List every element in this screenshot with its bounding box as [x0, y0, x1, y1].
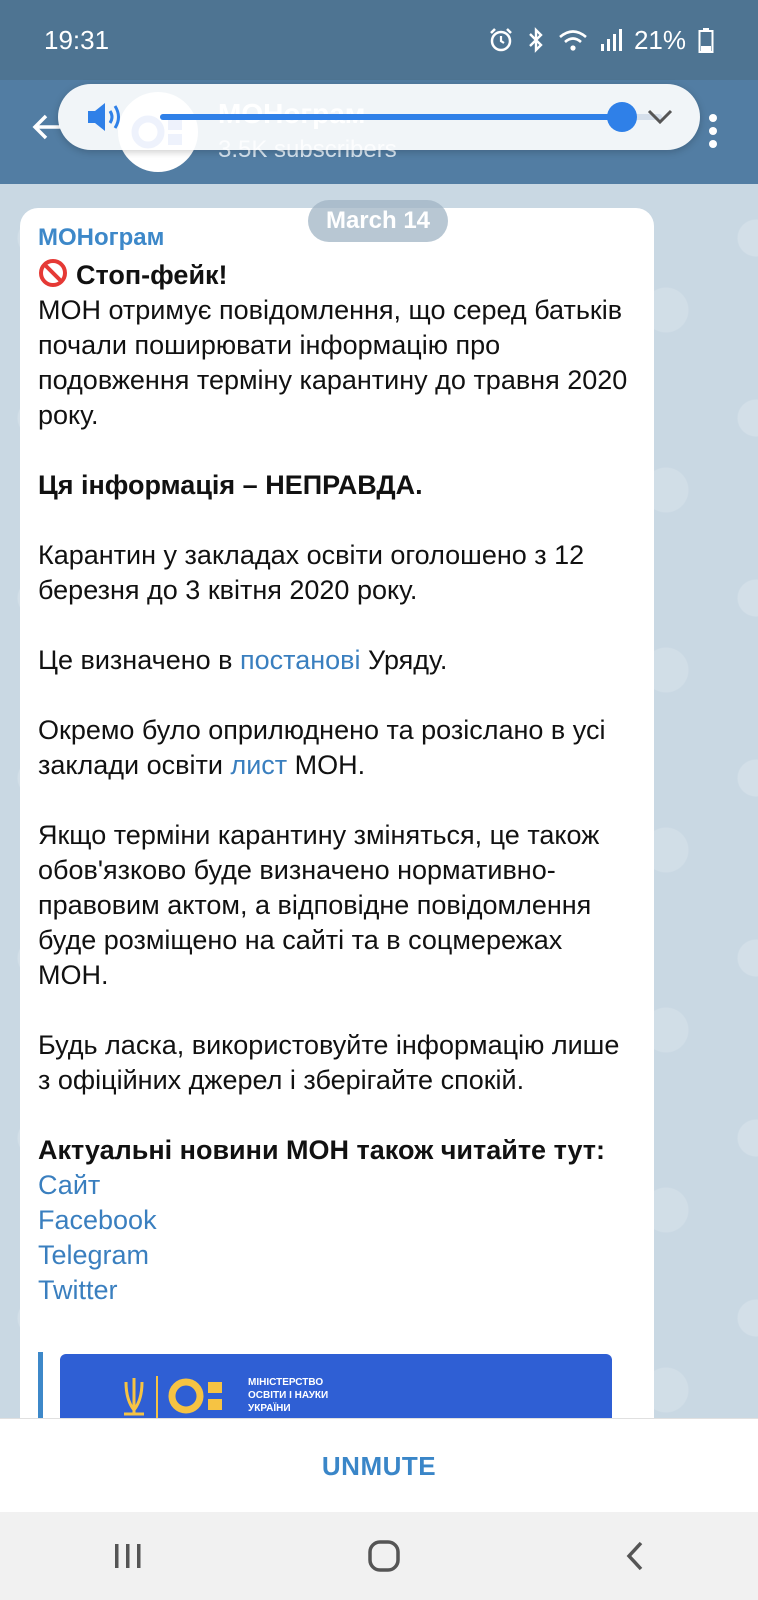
status-bar [0, 0, 758, 80]
link-preview-image[interactable] [60, 1354, 612, 1418]
paragraph-1: МОН отримує повідомлення, що серед батьків почали поширювати інформацію про подовження терміну карантину до травня 2020 року. [38, 295, 628, 430]
signal-icon [600, 28, 622, 52]
telegram-link[interactable]: Telegram [38, 1240, 150, 1270]
twitter-link[interactable]: Twitter [38, 1275, 118, 1305]
volume-slider[interactable] [160, 114, 662, 120]
letter-link[interactable]: лист [230, 750, 288, 780]
ministry-name [248, 1376, 328, 1415]
bluetooth-icon [526, 27, 546, 53]
unmute-button[interactable]: UNMUTE [321, 1450, 437, 1481]
battery-percent: 21% [633, 24, 686, 55]
wifi-icon [558, 28, 588, 52]
ministry-line-3: УКРАЇНИ [248, 1403, 291, 1414]
site-link[interactable]: Сайт [38, 1170, 101, 1200]
paragraph-6: Якщо терміни карантину зміняться, це також обов'язково буде визначено нормативно-правовим актом, а відповідне повідомлення буде розміщено на сайті та в соцмережах МОН. [38, 820, 600, 990]
message-bubble[interactable] [20, 208, 654, 1418]
chat-area[interactable] [0, 184, 758, 1418]
message-title: Стоп-фейк! [76, 260, 228, 290]
volume-fill [160, 114, 622, 120]
ministry-line-1: МІНІСТЕРСТВО [248, 1377, 324, 1388]
more-options-icon[interactable] [708, 114, 718, 148]
facebook-link[interactable]: Facebook [38, 1205, 157, 1235]
system-nav-bar [0, 1512, 758, 1600]
speaker-icon[interactable] [86, 100, 126, 134]
ministry-line-2: ОСВІТИ І НАУКИ [248, 1390, 329, 1401]
paragraph-8: Актуальні новини МОН також читайте тут: [38, 1135, 606, 1165]
paragraph-3: Карантин у закладах освіти оголошено з 12 березня до 3 квітня 2020 року. [38, 540, 585, 605]
recent-apps-icon[interactable] [111, 1541, 145, 1571]
paragraph-5-end: МОН. [287, 750, 366, 780]
paragraph-4 [38, 643, 636, 678]
paragraph-5 [38, 713, 636, 783]
volume-panel [58, 84, 700, 150]
home-icon[interactable] [367, 1539, 401, 1573]
date-separator: March 14 [308, 200, 448, 242]
paragraph-7: Будь ласка, використовуйте інформацію лише з офіційних джерел і зберігайте спокій. [38, 1030, 620, 1095]
paragraph-5-text: Окремо було оприлюднено та розіслано в усі заклади освіти [38, 715, 606, 780]
paragraph-2: Ця інформація – НЕПРАВДА. [38, 470, 423, 500]
decree-link[interactable]: постанові [240, 645, 361, 675]
chevron-down-icon[interactable] [646, 104, 674, 128]
message-text [38, 258, 636, 1308]
status-icons [488, 25, 714, 56]
unmute-bar [0, 1418, 758, 1513]
paragraph-4-text: Це визначено в [38, 645, 240, 675]
alarm-icon [488, 27, 514, 53]
paragraph-4-end: Уряду. [360, 645, 448, 675]
prohibited-icon [38, 258, 68, 288]
volume-thumb[interactable] [607, 102, 637, 132]
message-sender[interactable]: МОНограм [38, 224, 165, 251]
status-time: 19:31 [44, 24, 110, 55]
battery-icon [698, 27, 714, 53]
back-nav-icon[interactable] [623, 1539, 647, 1573]
link-preview-accent [38, 1352, 43, 1418]
